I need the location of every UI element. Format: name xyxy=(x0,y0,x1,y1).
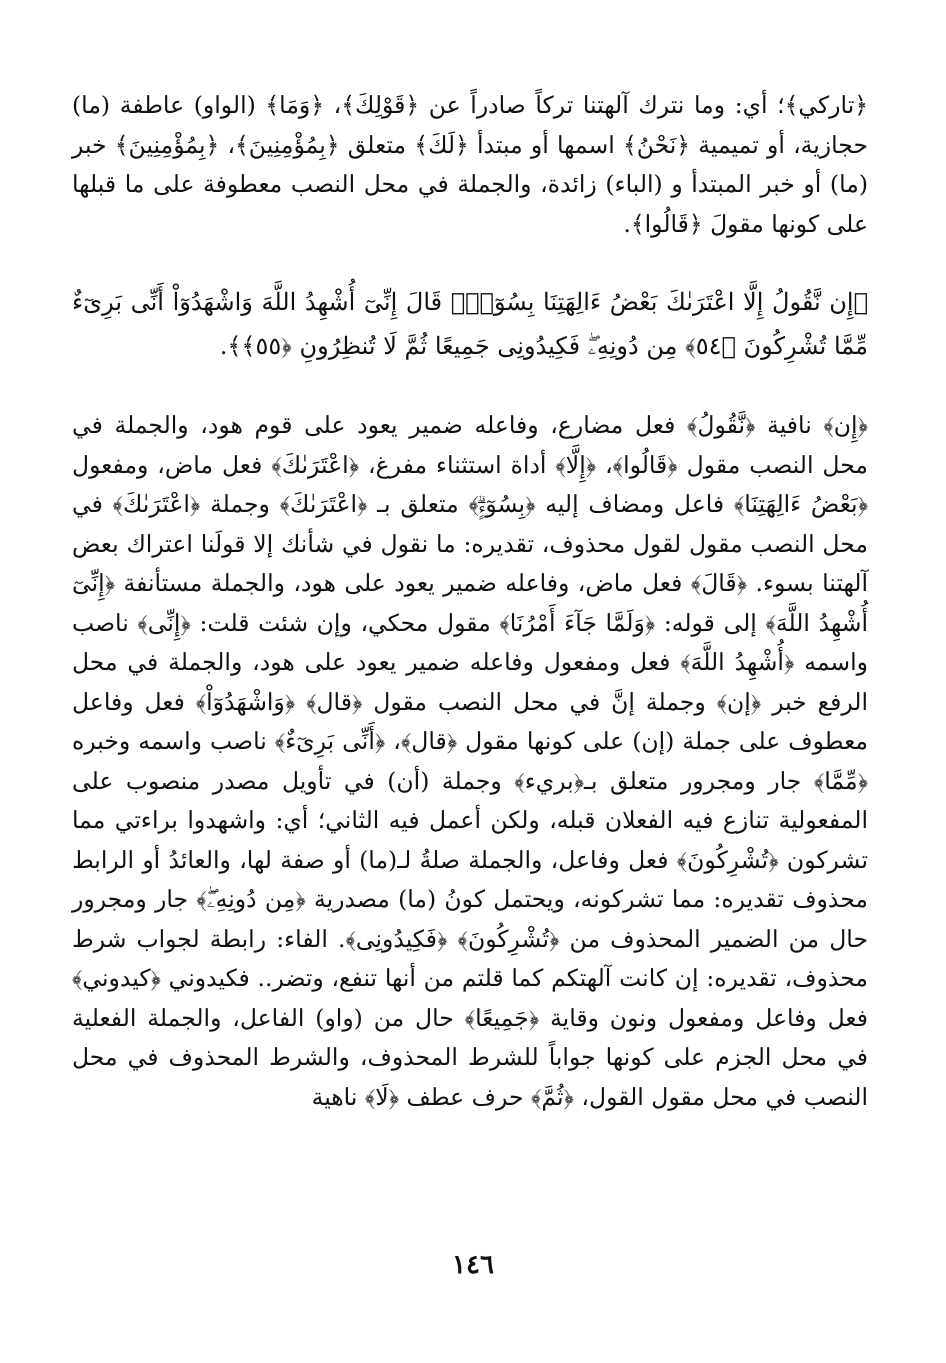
section-gap xyxy=(72,368,868,406)
page-number: ١٤٦ xyxy=(452,1250,494,1280)
paragraph-commentary-2: ﴿إِن﴾ نافية ﴿نَّقُولُ﴾ فعل مضارع، وفاعله ضمير يعود على قوم هود، والجملة في محل النصب مقول ﴿قَالُوا﴾، ﴿إِلَّا﴾ أداة استثناء مفرغ، ﴿اعْتَرَىٰكَ﴾ فعل ماض، ومفعول ﴿بَعْضُ ءَالِهَتِنَا﴾ فاعل ومضاف إليه ﴿بِسُوٓءٍۗ﴾ متعلق بـ ﴿اعْتَرَىٰكَ﴾ وجملة ﴿اعْتَرَىٰكَ﴾ في محل النصب مقول لقول محذوف، تقديره: ما نقول في شأنك إلا قولَنا اعتراك بعض آلهتنا بسوء. ﴿قَالَ﴾ فعل ماض، وفاعله ضمير يعود على هود، والجملة مستأنفة ﴿إِنِّىٓ أُشْهِدُ اللَّهَ﴾ إلى قوله: ﴿وَلَمَّا جَآءَ أَمْرُنَا﴾ مقول محكي، وإن شئت قلت: ﴿إِنِّى﴾ ناصب واسمه ﴿أُشْهِدُ اللَّهَ﴾ فعل ومفعول وفاعله ضمير يعود على هود، والجملة في محل الرفع خبر ﴿إن﴾ وجملة إنَّ في محل النصب مقول ﴿قال﴾ ﴿وَاشْهَدُوٓاْ﴾ فعل وفاعل معطوف على جملة (إن) على كونها مقول ﴿قال﴾، ﴿أَنِّى بَرِىٓءٌ﴾ ناصب واسمه وخبره ﴿مِّمَّا﴾ جار ومجرور متعلق بـ﴿بريء﴾ وجملة (أن) في تأويل مصدر منصوب على المفعولية تنازع فيه الفعلان قبله، ولكن أعمل فيه الثاني؛ أي: واشهدوا براءتي مما تشركون ﴿تُشْرِكُونَ﴾ فعل وفاعل، والجملة صلةُ لـ(ما) أو صفة لها، والعائدُ أو الرابط محذوف تقديره: مما تشركونه، ويحتمل كونُ (ما) مصدرية ﴿مِن دُونِهِۦۖ﴾ جار ومجرور حال من الضمير المحذوف من ﴿تُشْرِكُونَ﴾ ﴿فَكِيدُونِى﴾. الفاء: رابطة لجواب شرط محذوف، تقديره: إن كانت آلهتكم كما قلتم من أنها تنفع، وتضر.. فكيدوني ﴿كيدوني﴾ فعل وفاعل ومفعول ونون وقاية ﴿جَمِيعًا﴾ حال من (واو) الفاعل، والجملة الفعلية في محل الجزم على كونها جواباً للشرط المحذوف، والشرط المحذوف في محل النصب في محل مقول القول، ﴿ثُمَّ﴾ حرف عطف ﴿لَا﴾ ناهية xyxy=(72,411,868,1111)
paragraph-commentary-1: ﴿تاركي﴾؛ أي: وما نترك آلهتنا تركاً صادراً عن ﴿قَوْلِكَ﴾، ﴿وَمَا﴾ (الواو) عاطفة (ما) حجازية، أو تميمية ﴿نَحْنُ﴾ اسمها أو مبتدأ ﴿لَكَ﴾ متعلق ﴿بِمُؤْمِنِينَ﴾، ﴿بِمُؤْمِنِينَ﴾ خبر (ما) أو خبر المبتدأ و (الباء) زائدة، والجملة في محل النصب معطوفة على ما قبلها على كونها مقولَ ﴿قَالُوا﴾. xyxy=(72,91,868,238)
page-body xyxy=(72,80,868,1323)
quran-verse: ﴿إِن نَّقُولُ إِلَّا اعْتَرَىٰكَ بَعْضُ ءَالِهَتِنَا بِسُوٓءٍۗ قَالَ إِنِّىٓ أُشْهِدُ اللَّهَ وَاشْهَدُوٓاْ أَنِّى بَرِىٓءٌ مِّمَّا تُشْرِكُونَ ﴿٥٤﴾ مِن دُونِهِۦۖ فَكِيدُونِى جَمِيعًا ثُمَّ لَا تُنظِرُونِ ﴿٥٥﴾﴾. xyxy=(72,288,868,360)
